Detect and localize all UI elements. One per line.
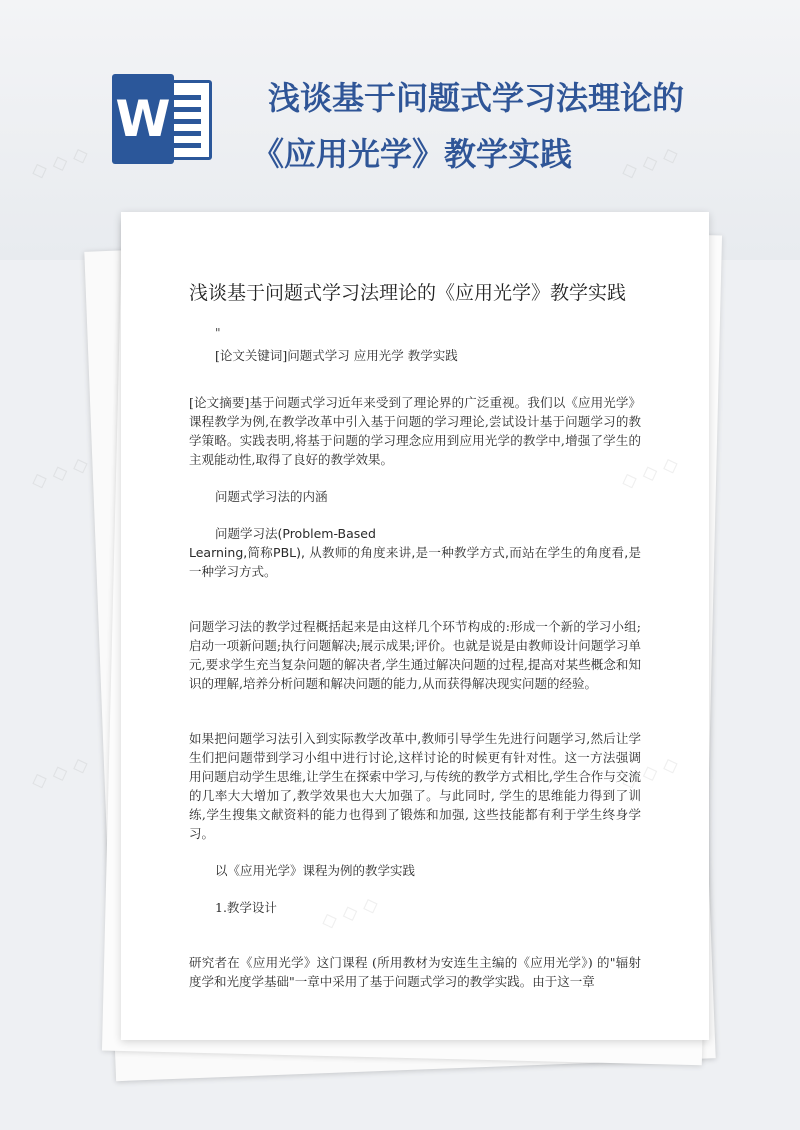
keywords: [论文关键词]问题式学习 应用光学 教学实践 xyxy=(215,348,458,363)
cover-title-line1: 浅谈基于问题式学习法理论的 xyxy=(268,79,685,117)
pbl-line2: Learning,简称PBL), 从教师的角度来讲,是一种教学方式,而站在学生的角度看,是一种学习方式。 xyxy=(189,545,641,579)
section2-heading: 以《应用光学》课程为例的教学实践 xyxy=(215,863,416,878)
subsection1-heading: 1.教学设计 xyxy=(215,900,277,915)
section1-heading: 问题式学习法的内涵 xyxy=(215,489,328,504)
abstract: [论文摘要]基于问题式学习近年来受到了理论界的广泛重视。我们以《应用光学》课程教学为例,在教学改革中引入基于问题的学习理论,尝试设计基于问题学习的教学策略。实践表明,将基于问题的学习理念应用到应用光学的教学中,增强了学生的主观能动性,取得了良好的教学效果。 xyxy=(189,395,641,467)
document-page xyxy=(121,212,709,1040)
pbl-line1: 问题学习法(Problem-Based xyxy=(215,526,376,541)
watermark-mark: ◇ ◇ ◇ xyxy=(27,750,92,794)
cover-title xyxy=(252,70,788,182)
document-title: 浅谈基于问题式学习法理论的《应用光学》教学实践 xyxy=(189,282,627,304)
watermark-mark: ◇ ◇ ◇ xyxy=(27,450,92,494)
word-letter: W xyxy=(112,74,174,164)
document-content xyxy=(189,278,641,991)
paragraph-reform: 如果把问题学习法引入到实际教学改革中,教师引导学生先进行问题学习,然后让学生们把问题带到学习小组中进行讨论,这样讨论的时候更有针对性。这一方法强调用问题启动学生思维,让学生在探索中学习,与传统的教学方式相比,学生合作与交流的几率大大增加了,教学效果也大大加强了。与此同时, 学生的思维能力得到了训练,学生搜集文献资料的能力也得到了锻炼和加强, 这些技能都有利于学生终身学习。 xyxy=(189,731,641,841)
word-icon xyxy=(112,74,216,164)
paragraph-research: 研究者在《应用光学》这门课程 (所用教材为安连生主编的《应用光学》) 的"辐射度学和光度学基础"一章中采用了基于问题式学习的教学实践。由于这一章 xyxy=(189,955,641,989)
cover-title-line2: 《应用光学》教学实践 xyxy=(252,135,573,173)
quote-mark: " xyxy=(215,326,221,340)
paragraph-process: 问题学习法的教学过程概括起来是由这样几个环节构成的:形成一个新的学习小组;启动一项新问题;执行问题解决;展示成果;评价。也就是说是由教师设计问题学习单元,要求学生充当复杂问题的解决者,学生通过解决问题的过程,提高对某些概念和知识的理解,培养分析问题和解决问题的能力,从而获得解决现实问题的经验。 xyxy=(189,619,641,691)
